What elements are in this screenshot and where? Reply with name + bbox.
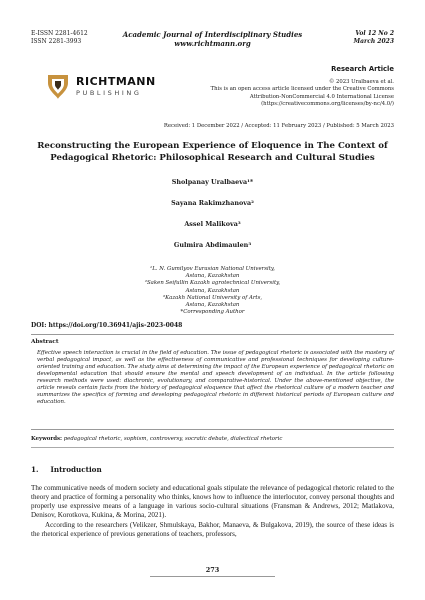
license-line-1: This is an open access article licensed under the Creative Commons [210,86,394,93]
paragraph: The communicative needs of modern society and educational goals stipulate the relevance of pedagogical rhetoric related to the theory and practice of forming a personality who thinks, knows how to influence the interlocutor, convey personal thoughts and properly use expressive means of a language in various socio-cultural situations (Fransman & Andrews, 2012; Matlakova, Denisov, Korotkova, Kukina, & Morina, 2021). [31,484,394,519]
abstract-text: Effective speech interaction is crucial in the field of education. The issue of pedagogical rhetoric is associated with the mastery of verbal pedagogical impact, as well as the effectiveness of communicative and professional techniques for developing culture-oriented training and education. The study aims at determining the impact of the European experience of pedagogical rhetoric on developmental education that should ensure the mental and speech development of an individual. In the article following research methods were used: diachronic, evolutionary, and comparative-historical. Under the above-mentioned objective, the article reveals certain facts from the history of pedagogical eloquence that affect the rhetorical culture of a modern teacher and summarizes the specifics of forming and developing pedagogical rhetoric in different historical periods of European culture and education. [37,350,394,405]
eissn: E-ISSN 2281-4612 [31,30,88,37]
introduction-heading [31,465,102,474]
affiliation-line: ¹L. N. Gumilyov Eurasian National University, [150,266,275,272]
section-title: Introduction [50,465,102,474]
introduction-body [31,484,394,540]
keywords-label: Keywords: [31,436,62,442]
author: Sayana Rakimzhanova² [171,199,254,207]
dates-line: Received: 1 December 2022 / Accepted: 11 February 2023 / Published: 5 March 2023 [163,123,394,129]
journal-name: Academic Journal of Interdisciplinary Studies [122,30,303,39]
section-number: 1. [31,465,39,474]
affiliation-line: Astana, Kazakhstan [185,287,240,294]
logo-sub: PUBLISHING [76,89,142,97]
article-title [31,140,394,164]
keywords-value: pedagogical rhetoric, sophism, controversy, socratic debate, dialectical rhetoric [63,436,283,442]
author-list [31,178,394,262]
affiliation-line: ³Kazakh National University of Arts, [162,294,263,301]
page-number: 273 [205,566,220,574]
author: Sholpanay Uralbaeva¹* [171,178,254,186]
title-line-1: Reconstructing the European Experience of Eloquence in The Context of [37,141,388,151]
journal-website[interactable]: www.richtmann.org [174,39,251,48]
journal-block [31,30,394,48]
affiliation-line: ²Saken Seifullin Kazakh agrotechnical University, [144,280,281,287]
page-number-rule [150,576,275,577]
issn: ISSN 2281-3993 [31,38,82,45]
copyright: © 2023 Uralbaeva et al. [329,79,394,86]
affiliation-line: Astana, Kazakhstan [185,273,240,280]
keywords [31,436,394,442]
article-meta [194,66,394,108]
author: Gulmira Abdimaulen³ [173,241,252,249]
affiliations [31,266,394,316]
abstract-section [31,334,394,430]
author: Assel Malikova³ [184,220,241,228]
richtmann-logo-icon [46,73,70,101]
paragraph: According to the researchers (Velikzer, Shmulskaya, Bakhor, Manaeva, & Bulgakova, 2019), the source of these ideas is the rhetorical experience of previous generations of teachers, professors, [31,521,394,538]
issue-date: March 2023 [353,38,394,45]
issue-block [354,30,395,46]
logo-name: RICHTMANN [76,75,156,88]
volume: Vol 12 No 2 [355,30,394,37]
license-link[interactable]: (https://creativecommons.org/licenses/by-nc/4.0/) [261,100,394,107]
publisher-logo [46,73,166,101]
title-line-2: Pedagogical Rhetoric: Philosophical Research and Cultural Studies [50,153,375,163]
abstract-heading: Abstract [31,339,59,345]
doi-link[interactable]: DOI: https://doi.org/10.36941/ajis-2023-0048 [31,322,183,329]
section-divider [31,447,394,448]
affiliation-line: Astana, Kazakhstan [185,302,240,309]
license-line-2: Attribution-NonCommercial 4.0 International License [249,93,394,100]
corresponding-author: *Corresponding Author [180,309,245,316]
page-header [31,30,394,52]
article-type: Research Article [331,65,394,73]
